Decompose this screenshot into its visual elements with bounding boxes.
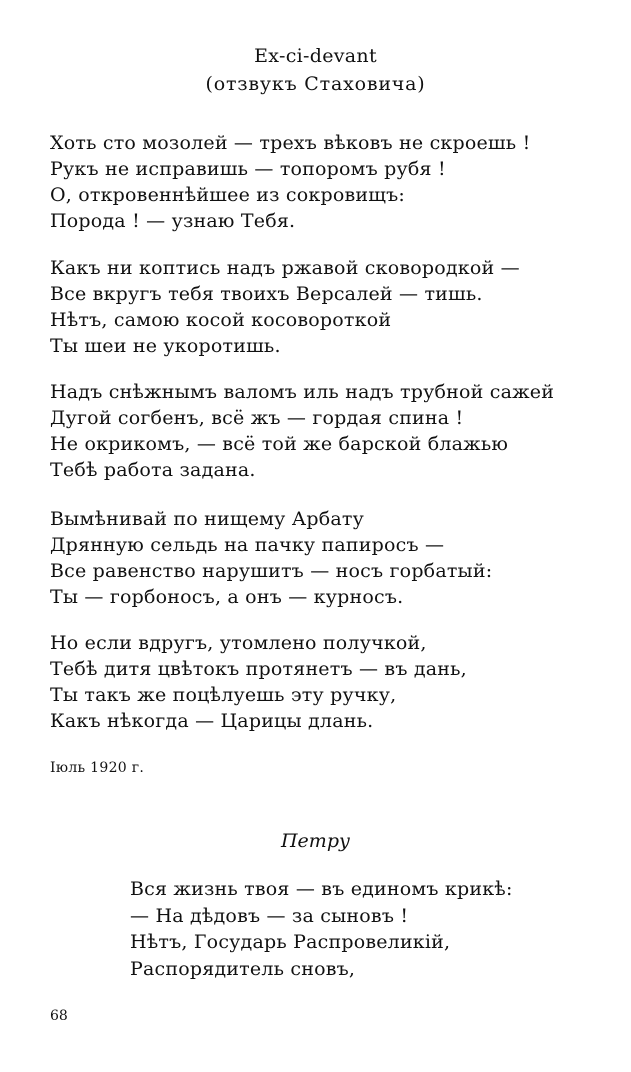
verse-line: Не окрикомъ, — всё той же барской блажью (50, 433, 509, 455)
verse-line: Нѣтъ, Государь Распровеликій, (130, 931, 451, 953)
stanza-3 (50, 379, 554, 483)
verse-line: Ты шеи не укоротишь. (50, 335, 281, 357)
stanza-1 (50, 130, 530, 234)
verse-line: О, откровеннѣйшее из сокровищъ: (50, 184, 406, 206)
poem2-title: Петру (280, 830, 350, 852)
verse-line: Какъ нѣкогда — Царицы длань. (50, 710, 374, 732)
verse-line: Вся жизнь твоя — въ единомъ крикѣ: (130, 878, 513, 900)
stanza-5 (50, 630, 467, 734)
verse-line: Ты — горбоносъ, а онъ — курносъ. (50, 586, 404, 608)
verse-line: Надъ снѣжнымъ валомъ иль надъ трубной сажей (50, 381, 555, 403)
verse-line: Нѣтъ, самою косой косовороткой (50, 309, 392, 331)
verse-line: Все равенство нарушитъ — носъ горбатый: (50, 560, 493, 582)
verse-line: Дрянную сельдь на пачку папиросъ — (50, 534, 445, 556)
verse-line: Вымѣнивай по нищему Арбату (50, 508, 364, 530)
verse-line: Ты такъ же поцѣлуешь эту ручку, (50, 684, 397, 706)
verse-line: Распорядитель сновъ, (130, 957, 356, 980)
verse-line: Но если вдругъ, утомлено получкой, (50, 632, 427, 654)
poem-subtitle: (отзвукъ Стаховича) (205, 73, 426, 95)
verse-line: Тебѣ дитя цвѣтокъ протянетъ — въ дань, (50, 658, 467, 680)
verse-line: Рукъ не исправишь — топоромъ рубя ! (50, 158, 446, 180)
verse-line: Порода ! — узнаю Тебя. (50, 210, 296, 232)
verse-line: Дугой согбенъ, всё жъ — гордая спина ! (50, 407, 464, 429)
verse-line: Какъ ни коптись надъ ржавой сковородкой — (50, 257, 520, 279)
poem-title: Ex-ci-devant (254, 45, 377, 67)
verse-line: — На дѣдовъ — за сыновъ ! (130, 904, 409, 927)
verse-line: Хоть сто мозолей — трехъ вѣковъ не скроешь ! (50, 132, 531, 154)
verse-line: Все вкругъ тебя твоихъ Версалей — тишь. (50, 283, 483, 305)
poem2-stanza (130, 876, 513, 982)
page-number: 68 (50, 1008, 68, 1024)
verse-line: Тебѣ работа задана. (50, 459, 256, 481)
stanza-4 (50, 506, 492, 610)
poem-date: Іюль 1920 г. (50, 760, 145, 776)
stanza-2 (50, 255, 520, 359)
